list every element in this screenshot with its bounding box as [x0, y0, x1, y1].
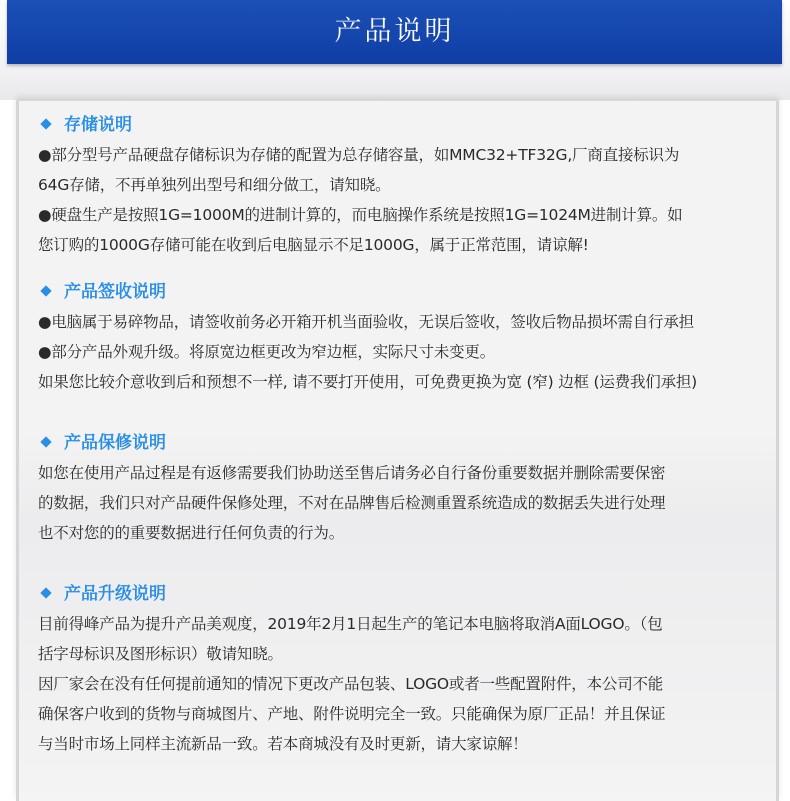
header-banner: [7, 0, 782, 64]
diamond-bullet-icon: [40, 285, 51, 296]
text-line: 如您在使用产品过程是有返修需要我们协助送至售后请务必自行备份重要数据并删除需要保密: [38, 464, 666, 482]
section-warranty: [38, 428, 768, 548]
section-title: [38, 428, 768, 458]
text-line: 括字母标识及图形标识）敬请知晓。: [38, 645, 283, 663]
page-title: 产品说明: [334, 16, 455, 47]
text-line: 确保客户收到的货物与商城图片、产地、附件说明完全一致。只能确保为原厂正品！并且保证: [38, 705, 666, 723]
text-line: 如果您比较介意收到后和预想不一样, 请不要打开使用，可免费更换为宽 (窄) 边框 (运费我们承担): [38, 373, 698, 391]
section-title: [38, 579, 768, 609]
section-title-text: 产品签收说明: [64, 282, 166, 302]
text-line: ●部分型号产品硬盘存储标识为存储的配置为总存储容量，如MMC32+TF32G,厂商直接标识为: [38, 146, 680, 164]
text-line: 您订购的1000G存储可能在收到后电脑显示不足1000G，属于正常范围，请谅解!: [38, 236, 589, 254]
header-background: [0, 0, 790, 100]
section-title: [38, 110, 768, 140]
text-line: ●硬盘生产是按照1G=1000M的进制计算的，而电脑操作系统是按照1G=1024M进制计算。如: [38, 206, 683, 224]
section-signing: [38, 277, 768, 397]
section-title-text: 存储说明: [64, 115, 132, 135]
section-upgrade: [38, 579, 768, 759]
text-line: 与当时市场上同样主流新品一致。若本商城没有及时更新，请大家谅解！: [38, 735, 528, 753]
text-line: 因厂家会在没有任何提前通知的情况下更改产品包装、LOGO或者一些配置附件，本公司不能: [38, 675, 664, 693]
content-card: [16, 100, 779, 801]
text-line: 的数据，我们只对产品硬件保修处理，不对在品牌售后检测重置系统造成的数据丢失进行处理: [38, 494, 666, 512]
section-title: [38, 277, 768, 307]
text-line: 也不对您的的重要数据进行任何负责的行为。: [38, 524, 345, 542]
text-line: ●电脑属于易碎物品，请签收前务必开箱开机当面验收，无误后签收，签收后物品损坏需自行承担: [38, 313, 694, 331]
diamond-bullet-icon: [40, 587, 51, 598]
text-line: ●部分产品外观升级。将原宽边框更改为窄边框，实际尺寸未变更。: [38, 343, 496, 361]
diamond-bullet-icon: [40, 118, 51, 129]
section-storage: [38, 110, 768, 260]
diamond-bullet-icon: [40, 436, 51, 447]
text-line: 64G存储，不再单独列出型号和细分做工，请知晓。: [38, 176, 391, 194]
section-title-text: 产品升级说明: [64, 584, 166, 604]
section-title-text: 产品保修说明: [64, 433, 166, 453]
text-line: 目前得峰产品为提升产品美观度，2019年2月1日起生产的笔记本电脑将取消A面LOGO。（包: [38, 615, 663, 633]
